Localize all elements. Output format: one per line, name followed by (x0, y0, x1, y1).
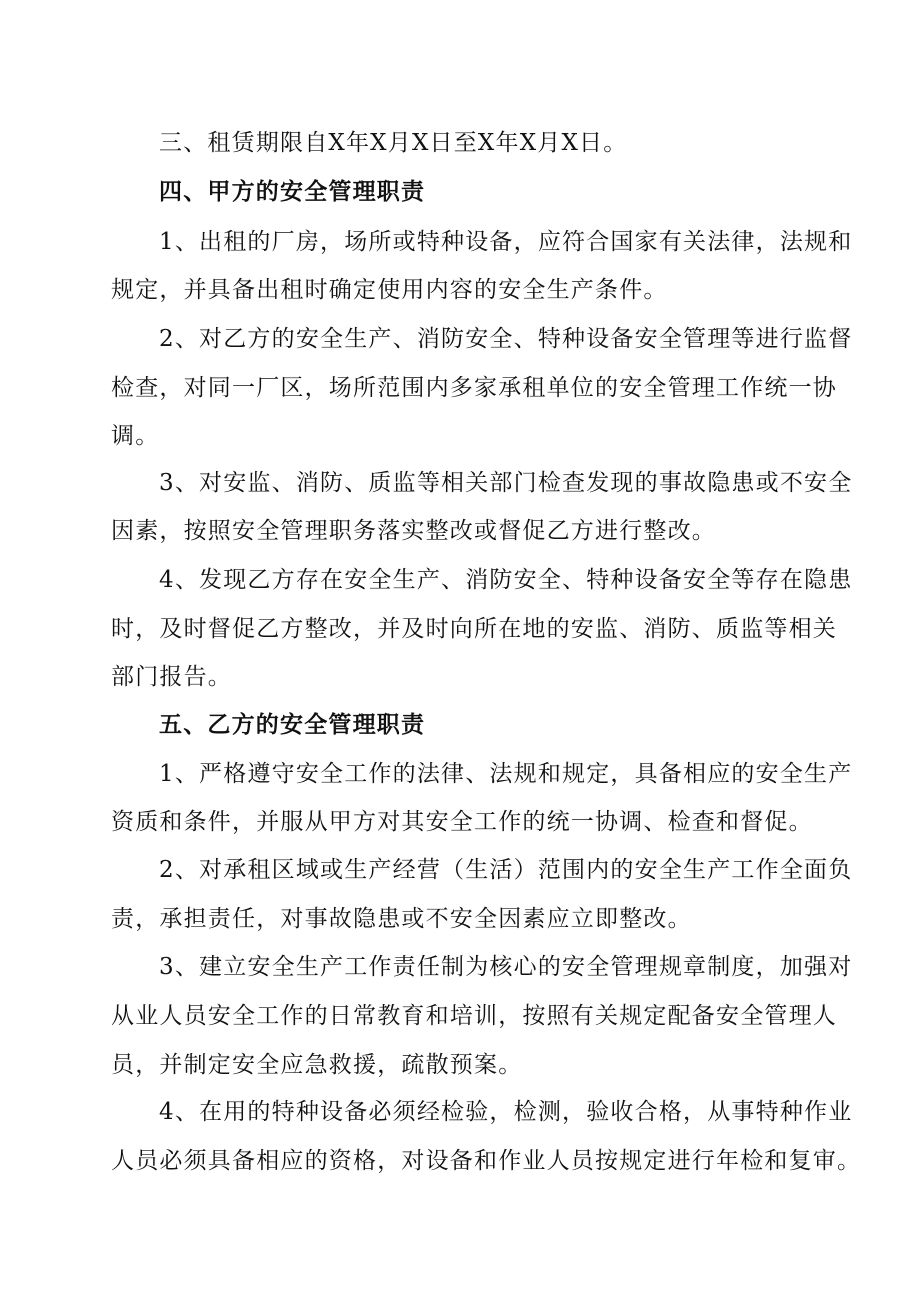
paragraph-line: 从业人员安全工作的日常教育和培训，按照有关规定配备安全管理人 (111, 1003, 837, 1029)
paragraph-line: 部门报告。 (111, 664, 232, 690)
paragraph-line: 规定，并具备出租时确定使用内容的安全生产条件。 (111, 277, 668, 303)
paragraph-line: 4、在用的特种设备必须经检验，检测，验收合格，从事特种作业 (159, 1099, 853, 1125)
paragraph-line: 资质和条件，并服从甲方对其安全工作的统一协调、检查和督促。 (111, 809, 813, 835)
paragraph-line: 2、对承租区域或生产经营（生活）范围内的安全生产工作全面负 (159, 857, 853, 883)
paragraph-line: 时，及时督促乙方整改，并及时向所在地的安监、消防、质监等相关 (111, 616, 837, 642)
section-five-heading: 五、乙方的安全管理职责 (159, 711, 426, 738)
paragraph-line: 3、建立安全生产工作责任制为核心的安全管理规章制度，加强对 (159, 954, 853, 980)
paragraph-line: 因素，按照安全管理职务落实整改或督促乙方进行整改。 (111, 518, 716, 544)
paragraph-line: 调。 (111, 423, 160, 449)
paragraph-line: 人员必须具备相应的资格，对设备和作业人员按规定进行年检和复审。 (111, 1148, 862, 1174)
paragraph-line: 4、发现乙方存在安全生产、消防安全、特种设备安全等存在隐患 (159, 567, 853, 593)
paragraph-line: 员，并制定安全应急救援，疏散预案。 (111, 1052, 523, 1078)
section-four-heading: 四、甲方的安全管理职责 (159, 178, 426, 205)
paragraph-line: 责，承担责任，对事故隐患或不安全因素应立即整改。 (111, 906, 692, 932)
paragraph-line: 检查，对同一厂区，场所范围内多家承租单位的安全管理工作统一协 (111, 375, 837, 401)
paragraph-line: 1、严格遵守安全工作的法律、法规和规定，具备相应的安全生产 (159, 761, 853, 787)
paragraph-line: 3、对安监、消防、质监等相关部门检查发现的事故隐患或不安全 (159, 470, 853, 496)
paragraph-line: 1、出租的厂房，场所或特种设备，应符合国家有关法律，法规和 (159, 229, 853, 255)
paragraph-line: 2、对乙方的安全生产、消防安全、特种设备安全管理等进行监督 (159, 326, 853, 352)
lease-term-line: 三、租赁期限自X年X月X日至X年X月X日。 (159, 130, 628, 156)
